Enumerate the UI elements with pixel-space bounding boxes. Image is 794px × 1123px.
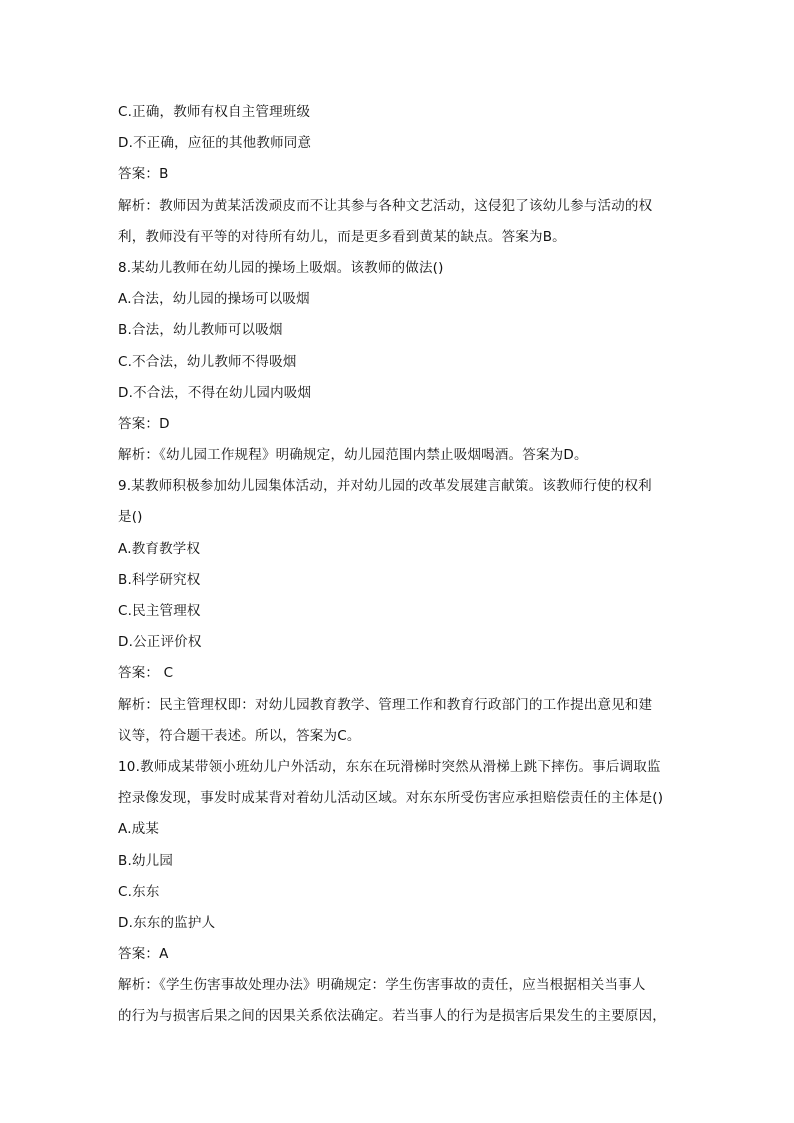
text-line: B.幼儿园 xyxy=(118,852,174,869)
text-line: D.不合法，不得在幼儿园内吸烟 xyxy=(118,384,312,401)
text-line: 8.某幼儿教师在幼儿园的操场上吸烟。该教师的做法() xyxy=(118,259,444,276)
text-line: 答案：D xyxy=(118,415,170,432)
text-line: C.正确，教师有权自主管理班级 xyxy=(118,104,311,120)
text-line: A.成某 xyxy=(118,821,160,838)
text-line: 控录像发现，事发时成某背对着幼儿活动区域。对东东所受伤害应承担赔偿责任的主体是() xyxy=(118,790,664,807)
text-line: 答案： C xyxy=(118,665,174,682)
text-line: A.合法，幼儿园的操场可以吸烟 xyxy=(118,291,310,308)
text-line: 答案：B xyxy=(118,166,169,183)
text-line: D.公正评价权 xyxy=(118,634,202,651)
text-line: 解析：教师因为黄某活泼顽皮而不让其参与各种文艺活动，这侵犯了该幼儿参与活动的权 xyxy=(118,197,653,214)
text-line: 利，教师没有平等的对待所有幼儿，而是更多看到黄某的缺点。答案为B。 xyxy=(118,228,566,245)
text-line: C.东东 xyxy=(118,883,160,900)
text-line: B.合法，幼儿教师可以吸烟 xyxy=(118,322,283,339)
text-line: 9.某教师积极参加幼儿园集体活动，并对幼儿园的改革发展建言献策。该教师行使的权利 xyxy=(118,478,652,495)
text-line: 答案：A xyxy=(118,946,169,963)
text-line: 议等，符合题干表述。所以，答案为C。 xyxy=(118,727,361,744)
document-page xyxy=(118,97,688,1033)
text-line: D.不正确，应征的其他教师同意 xyxy=(118,135,312,152)
text-line: 是() xyxy=(118,509,143,526)
text-line: 的行为与损害后果之间的因果关系依法确定。若当事人的行为是损害后果发生的主要原因， xyxy=(118,1008,666,1025)
text-line: 解析：《幼儿园工作规程》明确规定，幼儿园范围内禁止吸烟喝酒。答案为D。 xyxy=(118,447,588,464)
text-line: 解析：《学生伤害事故处理办法》明确规定：学生伤害事故的责任，应当根据相关当事人 xyxy=(118,977,646,994)
text-line: C.不合法，幼儿教师不得吸烟 xyxy=(118,353,297,370)
text-line: C.民主管理权 xyxy=(118,603,201,619)
text-line: B.科学研究权 xyxy=(118,571,201,588)
text-line: 10.教师成某带领小班幼儿户外活动，东东在玩滑梯时突然从滑梯上跳下摔伤。事后调取监 xyxy=(118,758,661,775)
text-line: 解析：民主管理权即：对幼儿园教育教学、管理工作和教育行政部门的工作提出意见和建 xyxy=(118,696,653,713)
text-line: D.东东的监护人 xyxy=(118,914,216,931)
text-line: A.教育教学权 xyxy=(118,540,201,557)
